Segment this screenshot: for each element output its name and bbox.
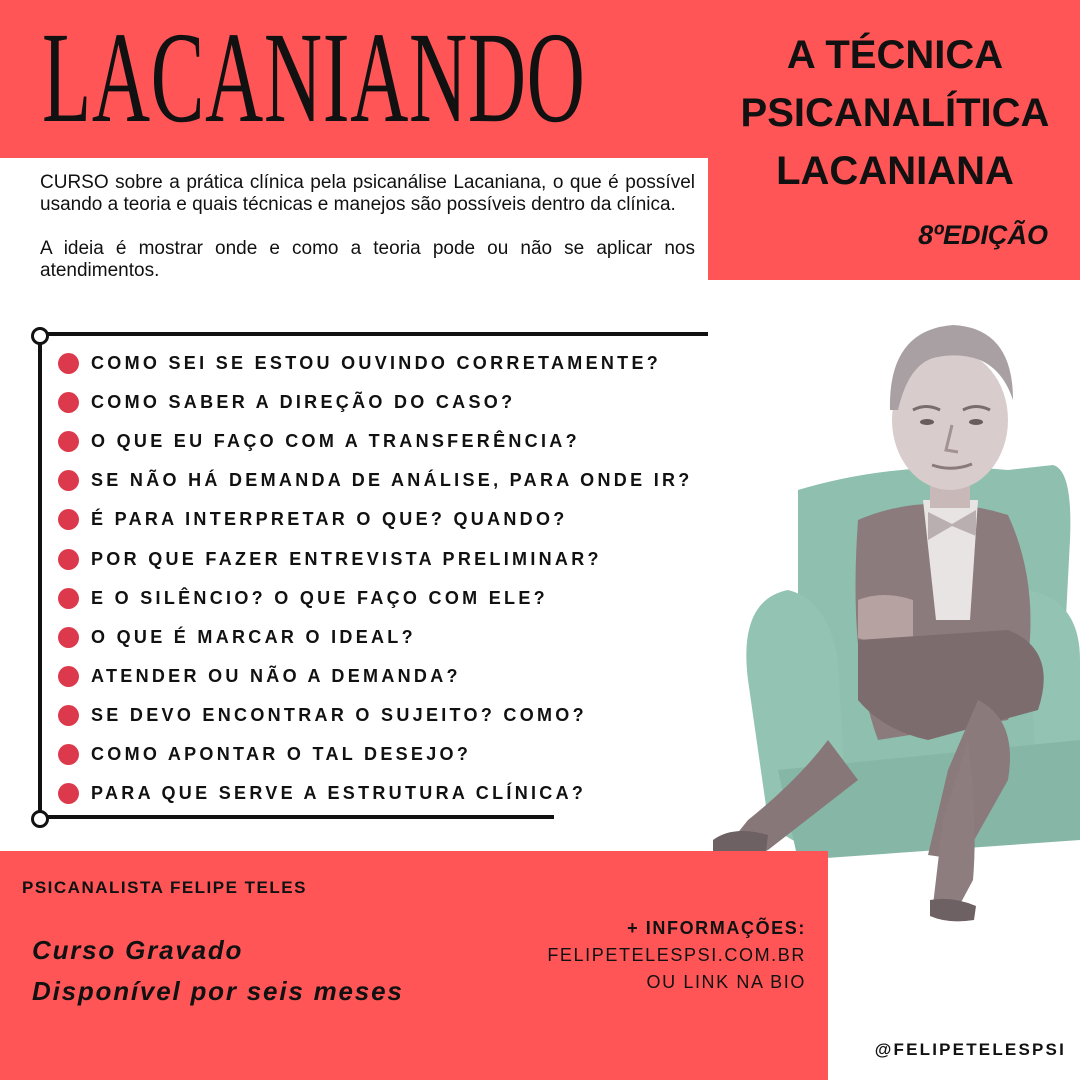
author-name: PSICANALISTA FELIPE TELES (22, 878, 307, 897)
description-paragraph: A ideia é mostrar onde e como a teoria pode ou não se aplicar nos atendimentos. (40, 238, 695, 281)
frame-bottom-dot (31, 810, 49, 828)
bullet-icon (58, 392, 79, 413)
frame-top-dot (31, 327, 49, 345)
course-description (40, 172, 695, 304)
bullet-icon (58, 549, 79, 570)
frame-top-line (40, 332, 708, 336)
course-title (720, 26, 1070, 200)
hands (858, 595, 913, 644)
social-handle: @FELIPETELESPSI (874, 1040, 1066, 1059)
list-item (58, 657, 693, 696)
bio-link-text: OU LINK NA BIO (646, 972, 806, 992)
question-text: E O SILÊNCIO? O QUE FAÇO COM ELE? (91, 587, 548, 608)
bullet-icon (58, 627, 79, 648)
list-item (58, 539, 693, 578)
list-item (58, 461, 693, 500)
edition-label: 8ºEDIÇÃO (918, 220, 1048, 250)
course-format (32, 930, 404, 1012)
course-title-line: A TÉCNICA (786, 33, 1004, 77)
list-item (58, 344, 693, 383)
question-text: COMO APONTAR O TAL DESEJO? (91, 743, 472, 764)
course-format-line: Curso Gravado (32, 935, 244, 965)
bullet-icon (58, 470, 79, 491)
question-text: O QUE É MARCAR O IDEAL? (91, 626, 416, 647)
question-text: POR QUE FAZER ENTREVISTA PRELIMINAR? (91, 548, 602, 569)
question-list (58, 344, 693, 813)
bullet-icon (58, 666, 79, 687)
eye (920, 419, 934, 425)
list-item (58, 774, 693, 813)
course-format-line: Disponível por seis meses (32, 976, 404, 1006)
question-text: É PARA INTERPRETAR O QUE? QUANDO? (91, 509, 568, 530)
list-item (58, 579, 693, 618)
question-text: O QUE EU FAÇO COM A TRANSFERÊNCIA? (91, 431, 580, 452)
brand-title: LACANIANDO (42, 6, 586, 150)
list-item (58, 696, 693, 735)
frame-bottom-line (40, 815, 554, 819)
website-text: FELIPETELESPSI.COM.BR (547, 945, 806, 965)
bullet-icon (58, 744, 79, 765)
bullet-icon (58, 783, 79, 804)
more-info (547, 915, 806, 996)
bullet-icon (58, 705, 79, 726)
frame-left-line (38, 336, 42, 816)
bullet-icon (58, 509, 79, 530)
question-text: PARA QUE SERVE A ESTRUTURA CLÍNICA? (91, 783, 587, 804)
list-item (58, 383, 693, 422)
question-text: COMO SABER A DIREÇÃO DO CASO? (91, 392, 516, 413)
list-item (58, 422, 693, 461)
bullet-icon (58, 431, 79, 452)
list-item (58, 500, 693, 539)
course-title-line: PSICANALÍTICA (740, 91, 1050, 135)
eye (969, 419, 983, 425)
question-text: SE NÃO HÁ DEMANDA DE ANÁLISE, PARA ONDE IR? (91, 470, 693, 491)
shoe (930, 899, 976, 921)
info-title: + INFORMAÇÕES: (627, 918, 806, 938)
bullet-icon (58, 588, 79, 609)
question-text: COMO SEI SE ESTOU OUVINDO CORRETAMENTE? (91, 353, 662, 374)
list-item (58, 735, 693, 774)
list-item (58, 618, 693, 657)
course-title-line: LACANIANA (776, 149, 1014, 193)
question-text: SE DEVO ENCONTRAR O SUJEITO? COMO? (91, 704, 587, 725)
description-paragraph: CURSO sobre a prática clínica pela psicanálise Lacaniana, o que é possível usando a teoria e quais técnicas e manejos são possíveis dentro da clínica. (40, 172, 695, 215)
bullet-icon (58, 353, 79, 374)
question-text: ATENDER OU NÃO A DEMANDA? (91, 665, 461, 686)
